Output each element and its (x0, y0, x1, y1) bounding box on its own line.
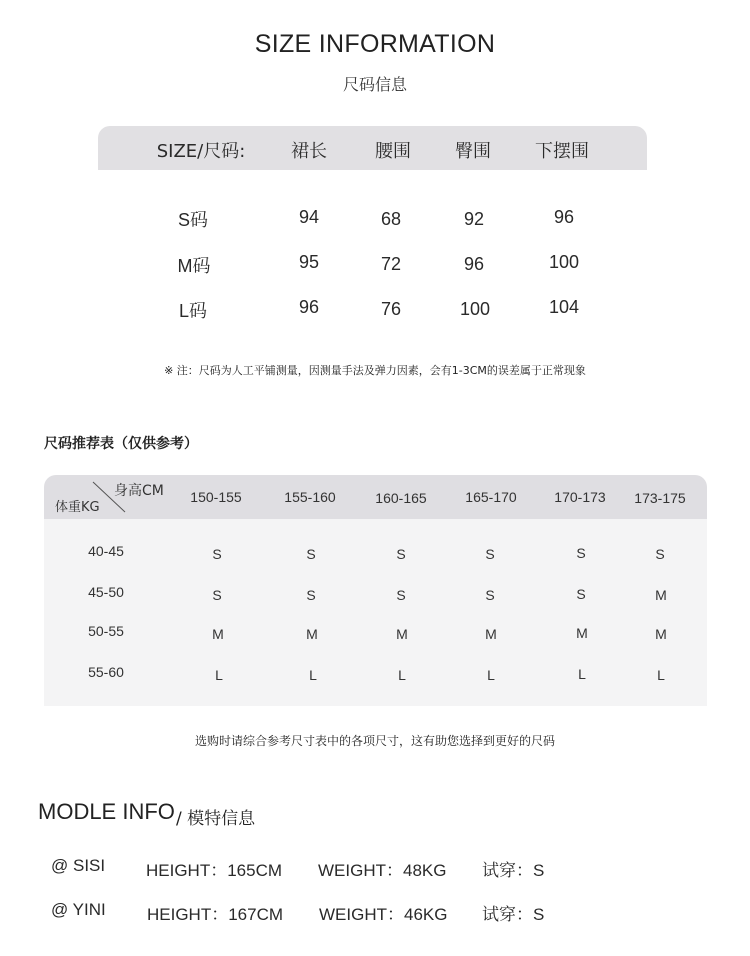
size-recommendation-cell: L (309, 667, 317, 683)
size-row-label: S码 (177, 210, 209, 230)
size-row-label: M码 (177, 256, 211, 276)
size-recommendation-cell: S (212, 587, 222, 603)
size-cell: 95 (298, 252, 320, 272)
size-recommendation-cell: S (306, 587, 316, 603)
size-header-length: 裙长 (291, 141, 327, 162)
recommend-note: 选购时请综合参考尺寸表中的各项尺寸，这有助您选择到更好的尺码 (194, 734, 555, 748)
size-recommendation-cell: L (487, 667, 495, 683)
corner-height-label: 身高CM (114, 483, 164, 499)
size-recommendation-cell: L (398, 667, 406, 683)
size-cell: 100 (548, 252, 580, 272)
size-recommendation-cell: S (576, 586, 586, 602)
size-recommendation-cell: S (485, 587, 495, 603)
model-try-size: 试穿：S (482, 905, 545, 924)
size-recommendation-cell: L (215, 667, 223, 683)
weight-range-label: 55-60 (88, 664, 124, 680)
size-recommendation-cell: S (306, 546, 316, 562)
size-recommendation-cell: M (655, 626, 667, 642)
size-recommendation-cell: S (655, 546, 665, 562)
height-range-header: 155-160 (284, 489, 336, 505)
size-note: ※ 注：尺码为人工平铺测量，因测量手法及弹力因素，会有1-3CM的误差属于正常现象 (164, 364, 586, 377)
size-header-hip: 臀围 (455, 141, 491, 162)
height-range-header: 170-173 (554, 489, 606, 505)
size-recommendation-cell: L (657, 667, 665, 683)
recommend-table-body (44, 519, 707, 706)
model-weight: WEIGHT：48KG (318, 861, 447, 880)
size-recommendation-cell: M (655, 587, 667, 603)
model-info-subtitle: / 模特信息 (176, 809, 256, 829)
size-recommendation-cell: S (485, 546, 495, 562)
weight-range-label: 50-55 (88, 623, 124, 639)
size-cell: 96 (553, 207, 575, 227)
size-info-subtitle: 尺码信息 (342, 75, 407, 94)
size-cell: 92 (463, 209, 485, 229)
corner-weight-label: 体重KG (55, 500, 100, 515)
model-height: HEIGHT：167CM (147, 905, 284, 924)
size-cell: 96 (298, 297, 320, 317)
model-name: @ SISI (51, 856, 106, 875)
size-recommendation-cell: M (212, 626, 224, 642)
weight-range-label: 45-50 (88, 584, 124, 600)
size-cell: 104 (548, 297, 580, 317)
height-range-header: 160-165 (375, 490, 427, 506)
size-recommendation-cell: S (396, 546, 406, 562)
recommend-title: 尺码推荐表（仅供参考） (44, 436, 198, 452)
size-cell: 76 (380, 299, 402, 319)
size-recommendation-cell: L (578, 666, 586, 682)
size-header-size: SIZE/尺码: (156, 141, 246, 162)
height-range-header: 165-170 (465, 489, 517, 505)
size-recommendation-cell: S (212, 546, 222, 562)
size-recommendation-cell: M (485, 626, 497, 642)
size-cell: 100 (459, 299, 491, 319)
size-header-hem: 下摆围 (535, 141, 589, 162)
weight-range-label: 40-45 (88, 543, 124, 559)
model-info-title: MODLE INFO (38, 799, 175, 824)
size-recommendation-cell: M (396, 626, 408, 642)
size-row-label: L码 (178, 301, 208, 321)
size-header-waist: 腰围 (375, 141, 411, 162)
height-range-header: 173-175 (634, 490, 686, 506)
model-try-size: 试穿：S (482, 861, 545, 880)
model-height: HEIGHT：165CM (146, 861, 283, 880)
size-cell: 72 (380, 254, 402, 274)
size-recommendation-cell: S (396, 587, 406, 603)
size-recommendation-cell: M (306, 626, 318, 642)
model-name: @ YINI (51, 900, 106, 919)
size-cell: 94 (298, 207, 320, 227)
size-recommendation-cell: S (576, 545, 586, 561)
size-info-title: SIZE INFORMATION (254, 30, 496, 58)
size-recommendation-cell: M (576, 625, 588, 641)
model-weight: WEIGHT：46KG (319, 905, 448, 924)
size-cell: 68 (380, 209, 402, 229)
height-range-header: 150-155 (190, 489, 242, 505)
size-cell: 96 (463, 254, 485, 274)
